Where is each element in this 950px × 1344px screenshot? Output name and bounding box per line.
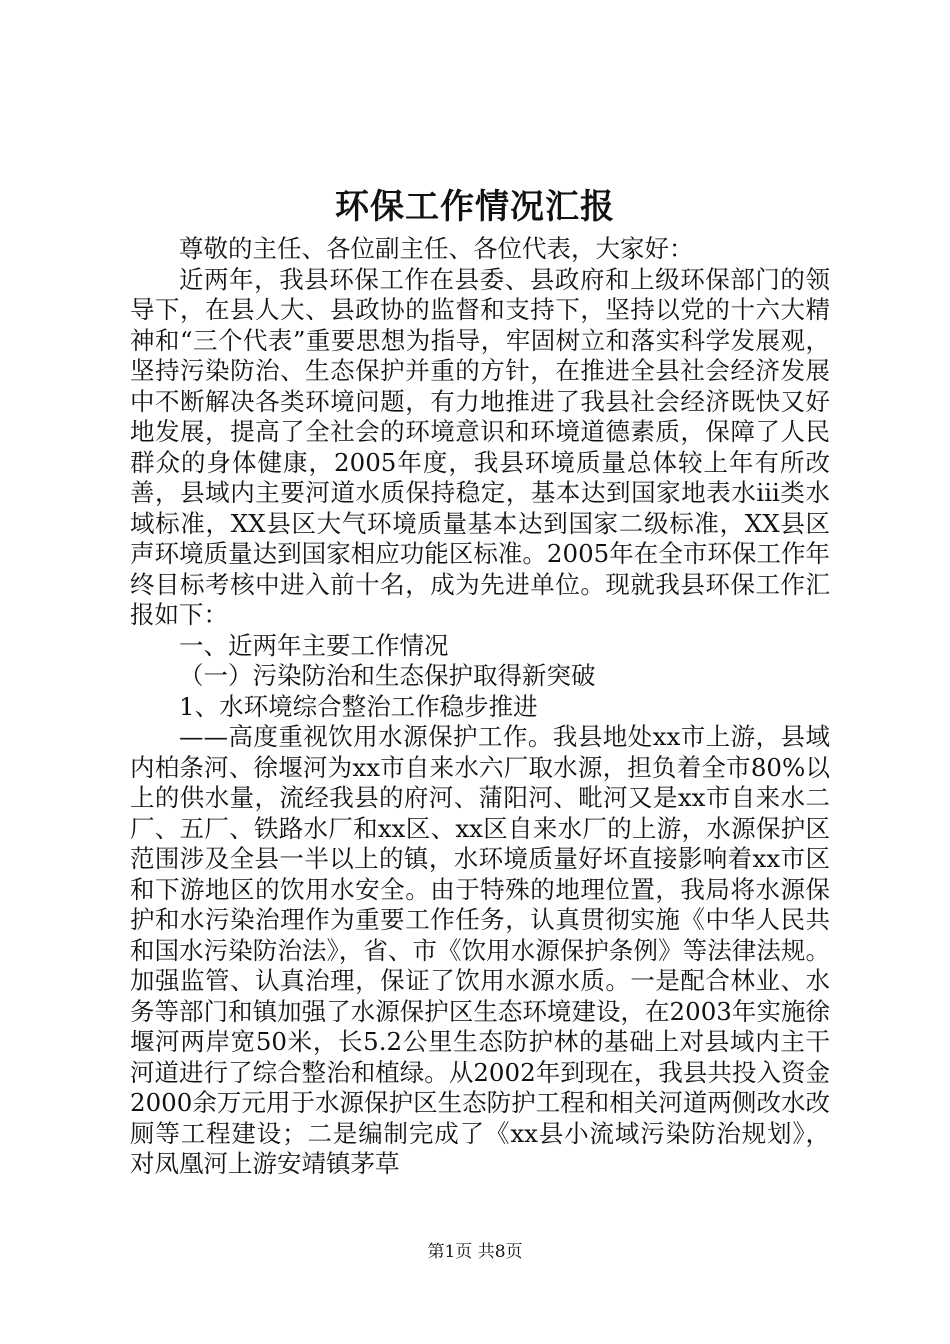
item-heading: 1、水环境综合整治工作稳步推进 (179, 691, 538, 721)
section-heading: 一、近两年主要工作情况 (179, 630, 449, 660)
document-title: 环保工作情况汇报 (335, 187, 615, 227)
document-body (130, 234, 830, 1180)
intro-paragraph: 近两年，我县环保工作在县委、县政府和上级环保部门的领导下，在县人大、县政协的监督和支持下，坚持以党的十六大精神和“三个代表”重要思想为指导，牢固树立和落实科学发展观，坚持污染防治、生态保护并重的方针，在推进全县社会经济发展中不断解决各类环境问题，有力地推进了我县社会经济既快又好地发展，提高了全社会的环境意识和环境道德素质，保障了人民群众的身体健康，2005年度，我县环境质量总体较上年有所改善，县域内主要河道水质保持稳定，基本达到国家地表水iii类水域标准，XX县区大气环境质量基本达到国家二级标准，XX县区声环境质量达到国家相应功能区标准。2005年在全市环保工作年终目标考核中进入前十名，成为先进单位。现就我县环保工作汇报如下： (130, 264, 830, 629)
page-number: 第1页 共8页 (427, 1242, 523, 1262)
greeting-paragraph: 尊敬的主任、各位副主任、各位代表，大家好： (179, 234, 694, 263)
subsection-heading: （一）污染防治和生态保护取得新突破 (179, 661, 596, 690)
water-source-paragraph: ——高度重视饮用水源保护工作。我县地处xx市上游，县域内柏条河、徐堰河为xx市自来水六厂取水源，担负着全市80%以上的供水量，流经我县的府河、蒲阳河、毗河又是xx市自来水二厂、五厂、铁路水厂和xx区、xx区自来水厂的上游，水源保护区范围涉及全县一半以上的镇，水环境质量好坏直接影响着xx市区和下游地区的饮用水安全。由于特殊的地理位置，我局将水源保护和水污染治理作为重要工作任务，认真贯彻实施《中华人民共和国水污染防治法》，省、市《饮用水源保护条例》等法律法规。加强监管、认真治理，保证了饮用水源水质。一是配合林业、水务等部门和镇加强了水源保护区生态环境建设，在2003年实施徐堰河两岸宽50米，长5.2公里生态防护林的基础上对县域内主干河道进行了综合整治和植绿。从2002年到现在，我县共投入资金2000余万元用于水源保护区生态防护工程和相关河道两侧改水改厕等工程建设；二是编制完成了《xx县小流域污染防治规划》，对凤凰河上游安靖镇茅草 (130, 722, 830, 1178)
